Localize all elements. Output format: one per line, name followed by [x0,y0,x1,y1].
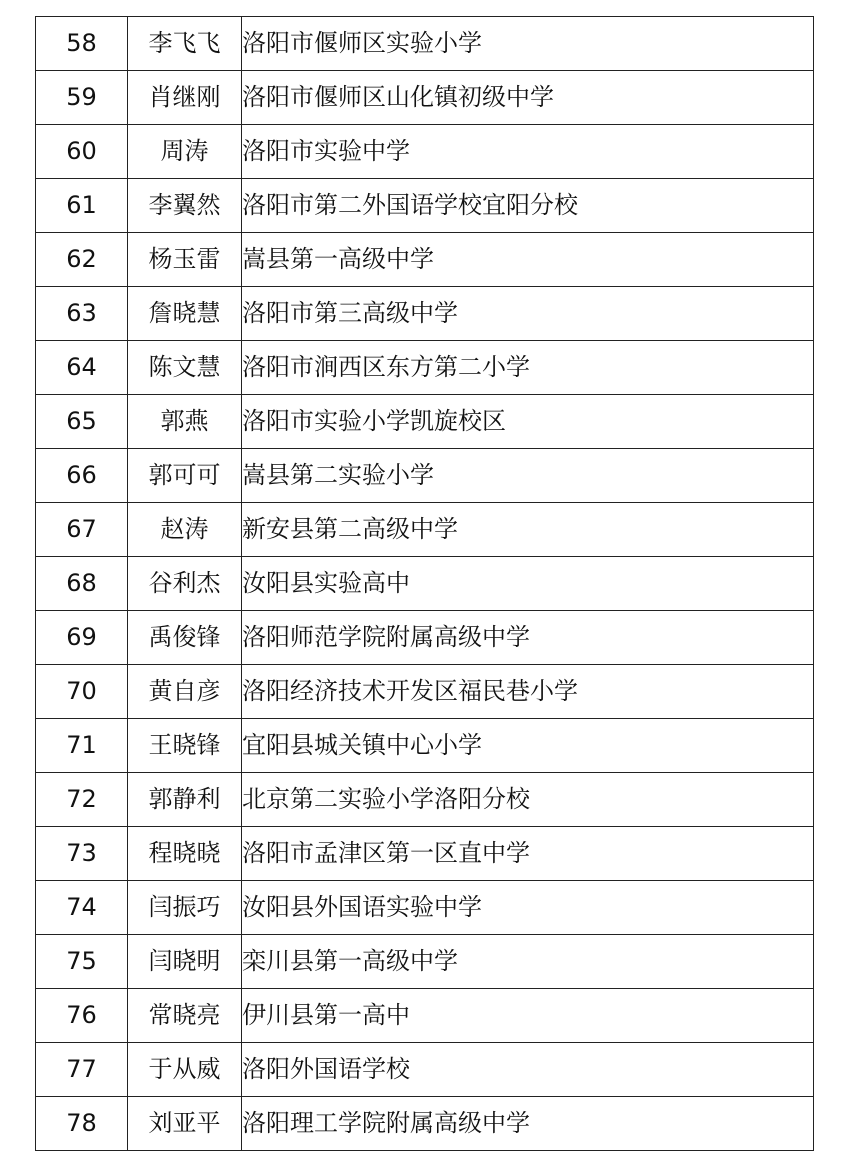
row-number-cell: 70 [36,665,128,719]
school-name-cell: 宜阳县城关镇中心小学 [242,719,814,773]
person-name-cell: 刘亚平 [128,1097,242,1151]
person-name-cell: 杨玉雷 [128,233,242,287]
row-number-cell: 59 [36,71,128,125]
school-name-cell: 北京第二实验小学洛阳分校 [242,773,814,827]
school-name-cell: 洛阳市偃师区实验小学 [242,17,814,71]
school-name-cell: 汝阳县实验高中 [242,557,814,611]
school-name-cell: 洛阳市实验中学 [242,125,814,179]
row-number-cell: 76 [36,989,128,1043]
row-number-cell: 66 [36,449,128,503]
person-name-cell: 郭燕 [128,395,242,449]
table-row [36,71,814,125]
row-number-cell: 69 [36,611,128,665]
table-row [36,557,814,611]
table-row [36,881,814,935]
row-number-cell: 68 [36,557,128,611]
person-name-cell: 程晓晓 [128,827,242,881]
row-number-cell: 58 [36,17,128,71]
school-name-cell: 洛阳理工学院附属高级中学 [242,1097,814,1151]
table-row [36,287,814,341]
row-number-cell: 78 [36,1097,128,1151]
person-name-cell: 谷利杰 [128,557,242,611]
person-name-cell: 李飞飞 [128,17,242,71]
person-name-cell: 常晓亮 [128,989,242,1043]
table-row [36,395,814,449]
table-row [36,719,814,773]
row-number-cell: 72 [36,773,128,827]
school-name-cell: 嵩县第二实验小学 [242,449,814,503]
table-row [36,827,814,881]
school-name-cell: 洛阳市第二外国语学校宜阳分校 [242,179,814,233]
row-number-cell: 74 [36,881,128,935]
row-number-cell: 63 [36,287,128,341]
school-name-cell: 栾川县第一高级中学 [242,935,814,989]
person-name-cell: 郭静利 [128,773,242,827]
row-number-cell: 65 [36,395,128,449]
table-row [36,125,814,179]
person-name-cell: 肖继刚 [128,71,242,125]
row-number-cell: 64 [36,341,128,395]
table-row [36,449,814,503]
table-row [36,773,814,827]
school-name-cell: 洛阳市实验小学凯旋校区 [242,395,814,449]
row-number-cell: 73 [36,827,128,881]
table-row [36,503,814,557]
row-number-cell: 71 [36,719,128,773]
school-name-cell: 洛阳市第三高级中学 [242,287,814,341]
school-name-cell: 洛阳市孟津区第一区直中学 [242,827,814,881]
school-name-cell: 洛阳市偃师区山化镇初级中学 [242,71,814,125]
person-name-cell: 赵涛 [128,503,242,557]
person-name-cell: 于从威 [128,1043,242,1097]
table-row [36,1097,814,1151]
school-name-cell: 洛阳经济技术开发区福民巷小学 [242,665,814,719]
school-name-cell: 洛阳外国语学校 [242,1043,814,1097]
table-row [36,989,814,1043]
row-number-cell: 67 [36,503,128,557]
row-number-cell: 61 [36,179,128,233]
table-row [36,233,814,287]
row-number-cell: 75 [36,935,128,989]
school-name-cell: 伊川县第一高中 [242,989,814,1043]
person-name-cell: 詹晓慧 [128,287,242,341]
roster-table [35,16,814,1151]
person-name-cell: 禹俊锋 [128,611,242,665]
person-name-cell: 闫晓明 [128,935,242,989]
person-name-cell: 周涛 [128,125,242,179]
school-name-cell: 洛阳师范学院附属高级中学 [242,611,814,665]
person-name-cell: 陈文慧 [128,341,242,395]
table-row [36,341,814,395]
person-name-cell: 闫振巧 [128,881,242,935]
roster-table-body [36,17,814,1151]
row-number-cell: 77 [36,1043,128,1097]
table-row [36,1043,814,1097]
school-name-cell: 汝阳县外国语实验中学 [242,881,814,935]
school-name-cell: 嵩县第一高级中学 [242,233,814,287]
table-row [36,611,814,665]
person-name-cell: 黄自彦 [128,665,242,719]
table-row [36,665,814,719]
school-name-cell: 新安县第二高级中学 [242,503,814,557]
row-number-cell: 60 [36,125,128,179]
row-number-cell: 62 [36,233,128,287]
table-row [36,179,814,233]
person-name-cell: 郭可可 [128,449,242,503]
table-row [36,935,814,989]
school-name-cell: 洛阳市涧西区东方第二小学 [242,341,814,395]
table-row [36,17,814,71]
person-name-cell: 王晓锋 [128,719,242,773]
person-name-cell: 李翼然 [128,179,242,233]
